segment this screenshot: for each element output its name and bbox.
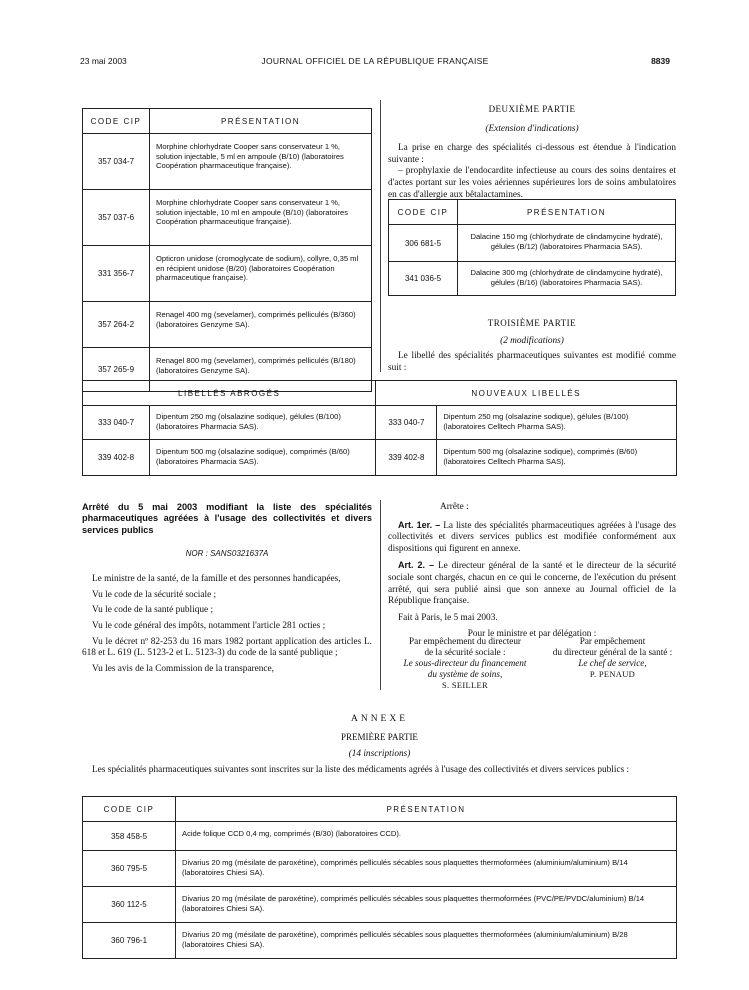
column-divider <box>380 100 381 372</box>
presentation-text: Acide folique CCD 0,4 mg, comprimés (B/30) (laboratoires CCD). <box>176 822 677 851</box>
article-2-label: Art. 2. – <box>398 560 435 571</box>
article-1-label: Art. 1er. – <box>398 519 441 530</box>
part-2-title: DEUXIÈME PARTIE <box>488 104 576 114</box>
table-inscriptions-top <box>82 108 372 392</box>
annexe-intro: Les spécialités pharmaceutiques suivantes sont inscrites sur la liste des médicaments agréés à l'usage des collectivités et divers services publics : <box>92 764 630 775</box>
sig-right-line-3: Le chef de service, <box>578 658 647 668</box>
cip-code: 341 036-5 <box>389 262 458 296</box>
annexe-title: ANNEXE <box>350 714 409 724</box>
cip-code: 306 681-5 <box>389 225 458 262</box>
presentation-text: Dalacine 300 mg (chlorhydrate de clindamycine hydraté), gélules (B/16) (laboratoires Pharmacia SAS). <box>458 262 676 296</box>
presentation-old: Dipentum 250 mg (olsalazine sodique), gélules (B/100) (laboratoires Pharmacia SAS). <box>150 406 376 440</box>
article-1-text: La liste des spécialités pharmaceutiques agréées à l'usage des collectivités et divers services publics est modifiée conformément aux dispositions qui figurent en annexe. <box>388 520 676 554</box>
table-row <box>83 887 677 923</box>
cip-code: 358 458-5 <box>83 822 176 851</box>
cip-code: 360 112-5 <box>83 887 176 923</box>
cip-code: 357 265-9 <box>83 348 150 392</box>
cip-code-old: 339 402-8 <box>83 440 150 476</box>
annexe-section <box>82 714 677 776</box>
sig-right-line-1: Par empêchement <box>579 636 646 646</box>
col-header-code: CODE CIP <box>83 797 176 822</box>
presentation-text: Divarius 20 mg (mésilate de paroxétine), comprimés pelliculés sécables sous plaquettes thermoformées (aluminium/aluminium) B/28 (laboratoires Chiesi SA). <box>176 923 677 959</box>
col-header-presentation: PRÉSENTATION <box>150 109 372 134</box>
table-row <box>389 225 676 262</box>
col-header-presentation: PRÉSENTATION <box>458 200 676 225</box>
arrete-right-column <box>388 502 676 641</box>
header-date: 23 mai 2003 <box>80 56 127 66</box>
vu-3: Vu le code général des impôts, notamment l'article 281 octies ; <box>92 621 326 631</box>
pour-le-ministre: Pour le ministre et par délégation : <box>467 629 597 640</box>
cip-code-old: 333 040-7 <box>83 406 150 440</box>
sig-left-line-3: Le sous-directeur du financement <box>403 658 527 668</box>
part-3-section <box>388 318 676 374</box>
nor-reference: NOR : SANS0321637A <box>185 549 269 559</box>
cip-code: 357 037-6 <box>83 190 150 246</box>
vu-2: Vu le code de la santé publique ; <box>92 605 214 616</box>
vu-1: Vu le code de la sécurité sociale ; <box>92 589 217 600</box>
part-2-intro: La prise en charge des spécialités ci-dessous est étendue à l'indication suivante : <box>388 143 676 165</box>
table-row <box>83 822 677 851</box>
presentation-new: Dipentum 250 mg (olsalazine sodique), gélules (B/100) (laboratoires Celltech Pharma SAS). <box>437 406 677 440</box>
arrete-title: Arrêté du 5 mai 2003 modifiant la liste des spécialités pharmaceutiques agréées à l'usage des collectivités et divers services publics <box>82 502 372 535</box>
part-3-title: TROISIÈME PARTIE <box>487 318 577 328</box>
table-row <box>83 406 677 440</box>
col-header-abroges: LIBELLÉS ABROGÉS <box>83 381 376 406</box>
presentation-text: Morphine chlorhydrate Cooper sans conservateur 1 %, solution injectable, 5 ml en ampoule (B/10) (laboratoires Coopération pharmaceutique française). <box>150 134 372 190</box>
table-row <box>83 851 677 887</box>
table-row <box>83 302 372 348</box>
table-row <box>83 923 677 959</box>
presentation-text: Divarius 20 mg (mésilate de paroxétine), comprimés pelliculés sécables sous plaquettes thermoformées (PVC/PE/PVDC/aluminium) B/14 (laboratoires Chiesi SA). <box>176 887 677 923</box>
presentation-text: Renagel 400 mg (sevelamer), comprimés pelliculés (B/360) (laboratoires Genzyme SA). <box>150 302 372 348</box>
cip-code: 331 356-7 <box>83 246 150 302</box>
presentation-text: Dalacine 150 mg (chlorhydrate de clindamycine hydraté), gélules (B/12) (laboratoires Pharmacia SAS). <box>458 225 676 262</box>
sig-left-line-2: de la sécurité sociale : <box>424 647 506 657</box>
table-row <box>83 440 677 476</box>
sig-left-name: S. SEILLER <box>442 680 488 690</box>
table-extension-indications <box>388 199 676 296</box>
part-2-section <box>388 104 676 201</box>
fait-a-paris: Fait à Paris, le 5 mai 2003. <box>398 612 498 623</box>
cip-code-new: 339 402-8 <box>376 440 437 476</box>
cip-code: 357 034-7 <box>83 134 150 190</box>
table-annexe-inscriptions <box>82 796 677 959</box>
annexe-subtitle: (14 inscriptions) <box>348 749 411 760</box>
presentation-text: Morphine chlorhydrate Cooper sans conservateur 1 %, solution injectable, 10 ml en ampoule (B/10) (laboratoires Coopération pharmaceutique française). <box>150 190 372 246</box>
col-header-code: CODE CIP <box>389 200 458 225</box>
col-header-code: CODE CIP <box>83 109 150 134</box>
part-3-intro: Le libellé des spécialités pharmaceutiques suivantes est modifié comme suit : <box>388 351 676 373</box>
vu-5: Vu les avis de la Commission de la transparence, <box>92 663 274 674</box>
sig-left-line-4: du système de soins, <box>427 669 503 679</box>
cip-code: 357 264-2 <box>83 302 150 348</box>
annexe-part-1: PREMIÈRE PARTIE <box>341 731 418 742</box>
sig-right-line-2: du directeur général de la santé : <box>552 647 673 657</box>
header-journal: JOURNAL OFFICIEL DE LA RÉPUBLIQUE FRANÇAISE <box>261 56 489 66</box>
presentation-text: Renagel 800 mg (sevelamer), comprimés pelliculés (B/180) (laboratoires Genzyme SA). <box>150 348 372 392</box>
presentation-text: Opticron unidose (cromoglycate de sodium), collyre, 0,35 ml en récipient unidose (B/20) (laboratoires Coopération pharmaceutique française). <box>150 246 372 302</box>
presentation-text: Divarius 20 mg (mésilate de paroxétine), comprimés pelliculés sécables sous plaquettes thermoformées (aluminium/aluminium) B/14 (laboratoires Chiesi SA). <box>176 851 677 887</box>
sig-right-name: P. PENAUD <box>589 669 636 679</box>
table-modifications <box>82 380 677 476</box>
presentation-new: Dipentum 500 mg (olsalazine sodique), comprimés (B/60) (laboratoires Celltech Pharma SAS). <box>437 440 677 476</box>
col-header-nouveaux: NOUVEAUX LIBELLÉS <box>376 381 677 406</box>
article-2 <box>388 560 676 607</box>
col-header-presentation: PRÉSENTATION <box>176 797 677 822</box>
vu-4: Vu le décret nº 82-253 du 16 mars 1982 portant application des articles L. 618 et L. 619 (L. 5123-2 et L. 5123-3) du code de la santé publique ; <box>82 636 372 659</box>
part-2-subtitle: (Extension d'indications) <box>485 123 579 134</box>
table-row <box>83 134 372 190</box>
table-row <box>83 190 372 246</box>
cip-code: 360 795-5 <box>83 851 176 887</box>
article-2-text: Le directeur général de la santé et le directeur de la sécurité sociale sont chargés, chacun en ce qui le concerne, de l'exécution du présent arrêté, qui sera publié ainsi que son annexe au Journal officiel de la République française. <box>388 561 676 607</box>
arrete-left-column <box>82 502 372 675</box>
presentation-old: Dipentum 500 mg (olsalazine sodique), comprimés (B/60) (laboratoires Pharmacia SAS). <box>150 440 376 476</box>
table-row <box>83 246 372 302</box>
part-2-item: – prophylaxie de l'endocardite infectieuse au cours des soins dentaires et d'actes portant sur les voies aériennes supérieures lors de soins ambulatoires en cas d'allergie aux bêtalactamines. <box>388 166 676 200</box>
minister-line: Le ministre de la santé, de la famille et des personnes handicapées, <box>92 574 341 585</box>
sig-left-line-1: Par empêchement du directeur <box>409 636 521 646</box>
part-3-subtitle: (2 modifications) <box>500 335 564 346</box>
article-1 <box>388 520 676 556</box>
table-row <box>389 262 676 296</box>
column-divider <box>380 500 381 690</box>
signature-right <box>545 636 680 680</box>
cip-code: 360 796-1 <box>83 923 176 959</box>
cip-code-new: 333 040-7 <box>376 406 437 440</box>
header-page: 8839 <box>651 56 670 66</box>
signature-left <box>386 636 544 691</box>
arrete-word: Arrête : <box>440 502 469 512</box>
